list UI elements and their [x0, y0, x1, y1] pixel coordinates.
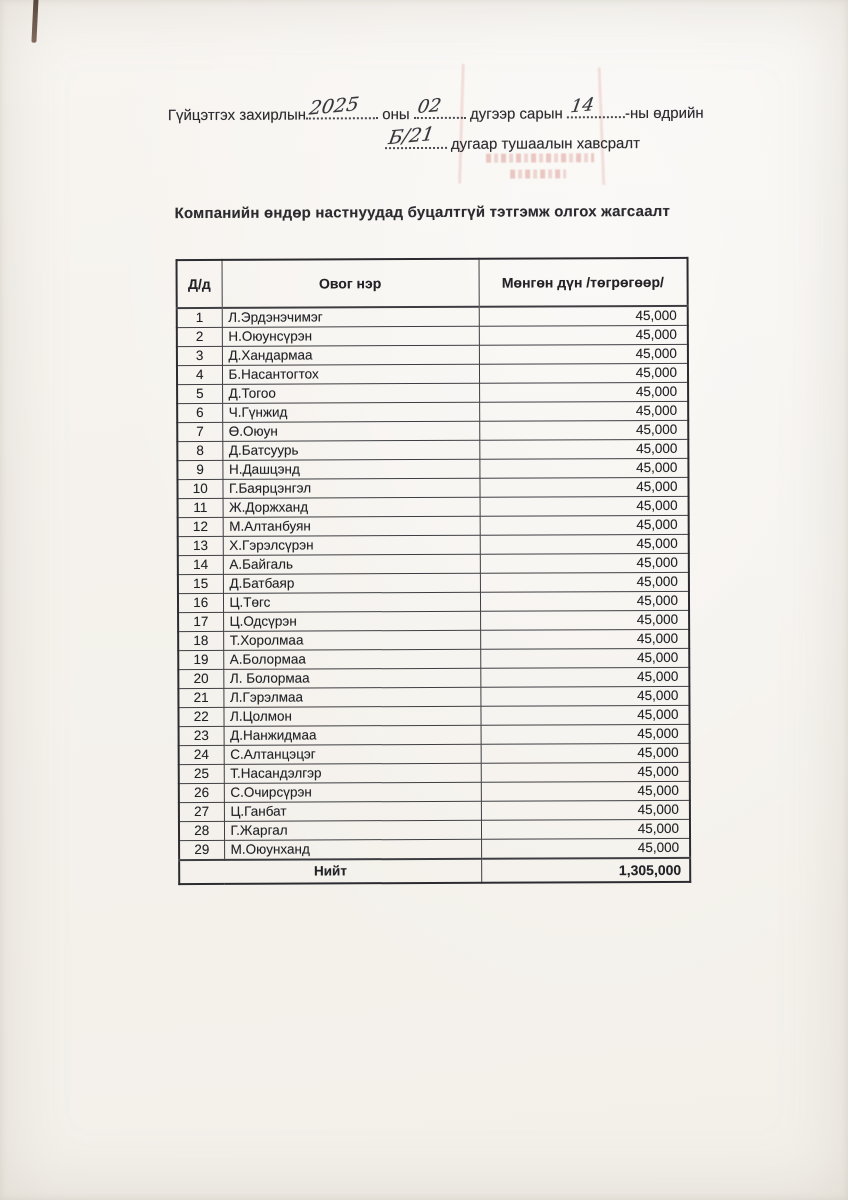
table-row: [177, 344, 688, 365]
row-number: 20: [178, 669, 223, 688]
order-ref-suffix: -ны өдрийн: [624, 104, 704, 123]
row-amount: 45,000: [480, 610, 689, 630]
row-name: Л.Эрдэнэчимэг: [222, 307, 479, 328]
row-amount: 45,000: [479, 458, 688, 478]
row-name: Г.Баярцэнгэл: [222, 478, 479, 498]
order-reference-header: [167, 93, 704, 161]
order-ref-line2-text: дугаар тушаалын хавсралт: [450, 135, 641, 153]
table-row: [179, 762, 690, 783]
order-reference-line2: [168, 123, 668, 161]
row-number: 15: [178, 574, 223, 593]
row-name: Ч.Гүнжид: [222, 402, 479, 422]
table-row: [177, 401, 688, 422]
row-number: 23: [179, 726, 224, 745]
row-name: М.Алтанбуян: [223, 516, 480, 536]
row-amount: 45,000: [480, 553, 689, 573]
row-name: Х.Гэрэлсүрэн: [223, 535, 480, 555]
row-number: 26: [179, 783, 224, 802]
table-row: [178, 648, 689, 669]
stamp-text-fragment: [510, 169, 566, 178]
row-name: С.Очирсүрэн: [224, 782, 481, 802]
order-number-blank-line: [385, 123, 447, 150]
row-number: 17: [178, 612, 223, 631]
row-name: Л. Болормаа: [223, 668, 480, 688]
table-header-row: [177, 258, 688, 308]
row-name: С.Алтанцэцэг: [224, 744, 481, 764]
table-row: [178, 686, 689, 707]
row-name: Т.Хоролмаа: [223, 630, 480, 650]
table-row: [178, 667, 689, 688]
benefits-table: [176, 257, 692, 885]
month-blank-line: [414, 94, 466, 119]
row-name: Д.Батбаяр: [223, 573, 480, 593]
row-name: Ц.Одсүрэн: [223, 611, 480, 631]
table-row: [178, 705, 689, 726]
column-header-name: Овог нэр: [222, 259, 479, 308]
row-amount: 45,000: [480, 629, 689, 649]
row-name: Б.Насантогтох: [222, 364, 479, 384]
row-number: 22: [178, 707, 223, 726]
table-row: [177, 382, 688, 403]
year-blank-line: [306, 93, 378, 120]
table-row: [179, 724, 690, 745]
row-number: 16: [178, 593, 223, 612]
row-number: 18: [178, 631, 223, 650]
row-number: 13: [178, 536, 223, 555]
row-name: А.Байгаль: [223, 554, 480, 574]
row-amount: 45,000: [481, 724, 690, 744]
row-amount: 45,000: [479, 401, 688, 421]
document-title: Компанийн өндөр настнуудад буцалтгүй тэтгэмж олгох жагсаалт: [174, 202, 671, 223]
row-number: 25: [179, 764, 224, 783]
handwritten-day: 14: [569, 94, 596, 118]
row-amount: 45,000: [479, 420, 688, 440]
row-amount: 45,000: [480, 572, 689, 592]
row-number: 24: [179, 745, 224, 764]
table-row: [178, 515, 689, 536]
table-row: [178, 591, 689, 612]
table-row: [179, 743, 690, 764]
row-amount: 45,000: [480, 515, 689, 535]
row-name: Д.Хандармаа: [222, 345, 479, 365]
handwritten-year: 2025: [307, 93, 361, 120]
table-row: [179, 781, 690, 802]
table-row: [177, 363, 688, 384]
row-amount: 45,000: [479, 325, 688, 345]
row-amount: 45,000: [480, 534, 689, 554]
row-amount: 45,000: [480, 667, 689, 687]
row-number: 28: [179, 821, 224, 840]
row-number: 12: [178, 517, 223, 536]
table-header: [177, 258, 688, 308]
table-row: [177, 306, 688, 328]
table-row: [178, 572, 689, 593]
day-blank-line: [567, 94, 625, 118]
row-name: Д.Нанжидмаа: [224, 725, 481, 745]
row-number: 2: [177, 327, 222, 346]
row-number: 10: [177, 479, 222, 498]
table-row: [177, 325, 688, 346]
row-amount: 45,000: [481, 762, 690, 782]
row-name: Л.Гэрэлмаа: [223, 687, 480, 707]
table-body: [177, 306, 690, 860]
row-number: 14: [178, 555, 223, 574]
row-amount: 45,000: [479, 306, 688, 326]
row-number: 1: [177, 308, 222, 328]
row-name: Ж.Доржханд: [223, 497, 480, 517]
handwritten-order-number: Б/21: [386, 123, 436, 150]
row-name: Д.Батсуурь: [222, 440, 479, 460]
row-number: 6: [177, 403, 222, 422]
row-name: М.Оюунханд: [224, 839, 481, 860]
table-row: [177, 458, 688, 479]
row-amount: 45,000: [480, 591, 689, 611]
row-number: 11: [178, 498, 223, 517]
order-ref-mid2: дугээр сарын: [469, 105, 563, 123]
order-ref-prefix: Гүйцэтгэх захирлын: [167, 106, 307, 125]
row-amount: 45,000: [480, 496, 689, 516]
row-name: Н.Дашцэнд: [222, 459, 479, 479]
total-value: 1,305,000: [481, 858, 690, 883]
table-row: [178, 534, 689, 555]
row-amount: 45,000: [479, 363, 688, 383]
table-row: [178, 610, 689, 631]
row-amount: 45,000: [481, 743, 690, 763]
table-row: [177, 420, 688, 441]
row-amount: 45,000: [480, 705, 689, 725]
row-amount: 45,000: [479, 382, 688, 402]
total-label: Нийт: [179, 859, 481, 884]
row-amount: 45,000: [479, 344, 688, 364]
table-row: [177, 439, 688, 460]
table-row: [179, 800, 690, 821]
table-row: [178, 629, 689, 650]
row-amount: 45,000: [480, 686, 689, 706]
table-row: [178, 496, 689, 517]
row-number: 8: [177, 441, 222, 460]
row-number: 9: [177, 460, 222, 479]
row-amount: 45,000: [481, 800, 690, 820]
row-amount: 45,000: [481, 819, 690, 839]
total-row: [179, 858, 690, 884]
row-amount: 45,000: [480, 648, 689, 668]
row-number: 21: [178, 688, 223, 707]
row-number: 3: [177, 346, 222, 365]
row-number: 4: [177, 365, 222, 384]
row-name: Н.Оюунсүрэн: [222, 326, 479, 346]
row-amount: 45,000: [479, 477, 688, 497]
row-name: Ө.Оюун: [222, 421, 479, 441]
column-header-amount: Мөнгөн дүн /төгрөгөөр/: [479, 258, 688, 307]
row-amount: 45,000: [481, 781, 690, 801]
row-name: Т.Насандэлгэр: [224, 763, 481, 783]
table-row: [178, 553, 689, 574]
table-row: [177, 477, 688, 498]
scan-artifact-mark: [31, 0, 38, 43]
table-row: [179, 838, 690, 860]
handwritten-month: 02: [416, 94, 443, 118]
row-number: 5: [177, 384, 222, 403]
row-name: Д.Тогоо: [222, 383, 479, 403]
row-name: Г.Жаргал: [224, 820, 481, 840]
row-number: 7: [177, 422, 222, 441]
row-amount: 45,000: [481, 838, 690, 858]
row-number: 19: [178, 650, 223, 669]
row-name: Л.Цолмон: [223, 706, 480, 726]
order-ref-mid1: оны: [382, 106, 410, 124]
column-header-number: Д/д: [177, 260, 222, 308]
row-name: Ц.Төгс: [223, 592, 480, 612]
row-name: А.Болормаа: [223, 649, 480, 669]
table-footer: [179, 858, 690, 884]
row-amount: 45,000: [479, 439, 688, 459]
row-number: 29: [179, 840, 224, 860]
table-row: [179, 819, 690, 840]
row-number: 27: [179, 802, 224, 821]
row-name: Ц.Ганбат: [224, 801, 481, 821]
